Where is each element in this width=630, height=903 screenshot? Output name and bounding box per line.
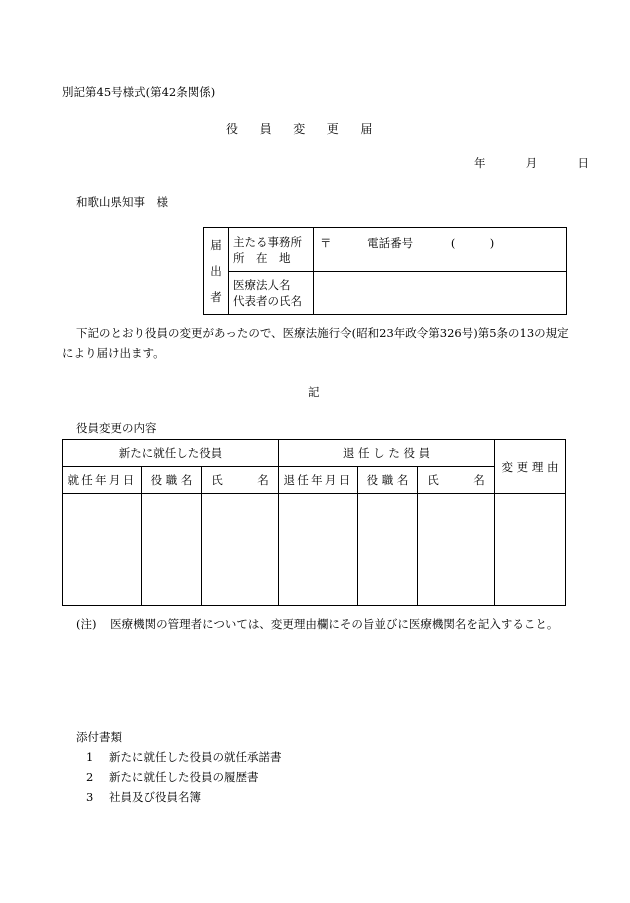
corp-label-cell [229,272,314,315]
name-field-retired[interactable] [418,494,495,606]
body-text-line-2: により届け出ます。 [62,346,165,360]
post-field-retired[interactable] [358,494,418,606]
office-label-line-1: 主たる事務所 [233,234,302,249]
corp-name-field[interactable] [314,272,567,315]
post-header-retired: 役 職 名 [358,467,418,494]
attachments-heading: 添付書類 [76,730,122,744]
postal-mark: 〒 [320,236,332,250]
side-label-char-1: 届 [210,238,222,252]
attachment-text: 新たに就任した役員の就任承諾書 [108,750,282,764]
note-text: 医療機関の管理者については、変更理由欄にその旨並びに医療機関名を記入すること。 [110,617,559,631]
reason-header: 変 更 理 由 [495,440,566,494]
applicant-side-label [204,228,229,315]
attachment-text: 新たに就任した役員の履歴書 [108,770,259,784]
attachment-num: 2 [86,770,94,784]
name-field-new[interactable] [202,494,279,606]
applicant-table [203,227,567,315]
corp-label-line-1: 医療法人名 [233,278,291,292]
addressee: 和歌山県知事 様 [76,195,168,209]
name-header-retired: 氏 名 [418,467,495,494]
attachment-num: 3 [86,790,94,804]
office-label-line-2: 所 在 地 [233,250,291,265]
appoint-date-header: 就任年月日 [63,467,142,494]
attachment-text: 社員及び役員名簿 [108,790,201,804]
reason-field[interactable] [495,494,566,606]
ki-heading: 記 [308,385,320,399]
page-title: 役 員 変 更 届 [226,122,378,136]
office-address-field[interactable] [314,228,567,272]
note-mark: (注) [76,617,97,631]
retired-officers-header: 退 任 し た 役 員 [279,440,495,467]
attachment-num: 1 [86,750,94,764]
body-text-line-1: 下記のとおり役員の変更があったので、医療法施行令(昭和23年政令第326号)第5条の13の規定 [76,326,569,340]
phone-parens: ( ) [450,236,495,250]
attachment-item [86,789,201,805]
attachment-item [86,749,281,765]
retire-date-header: 退任年月日 [279,467,358,494]
note [76,616,558,632]
section-label: 役員変更の内容 [76,421,157,435]
post-header-new: 役 職 名 [142,467,202,494]
appoint-date-field[interactable] [63,494,142,606]
retire-date-field[interactable] [279,494,358,606]
name-header-new: 氏 名 [202,467,279,494]
form-id: 別記第45号様式(第42条関係) [62,85,216,99]
side-label-char-2: 出 [210,264,222,278]
side-label-char-3: 者 [210,290,222,304]
attachment-item [86,769,258,785]
officer-change-table [62,439,566,606]
new-officers-header: 新たに就任した役員 [63,440,279,467]
post-field-new[interactable] [142,494,202,606]
corp-label-line-2: 代表者の氏名 [233,294,302,308]
date-line: 年 月 日 [474,156,595,170]
office-label-cell [229,228,314,272]
phone-label: 電話番号 [367,236,414,250]
